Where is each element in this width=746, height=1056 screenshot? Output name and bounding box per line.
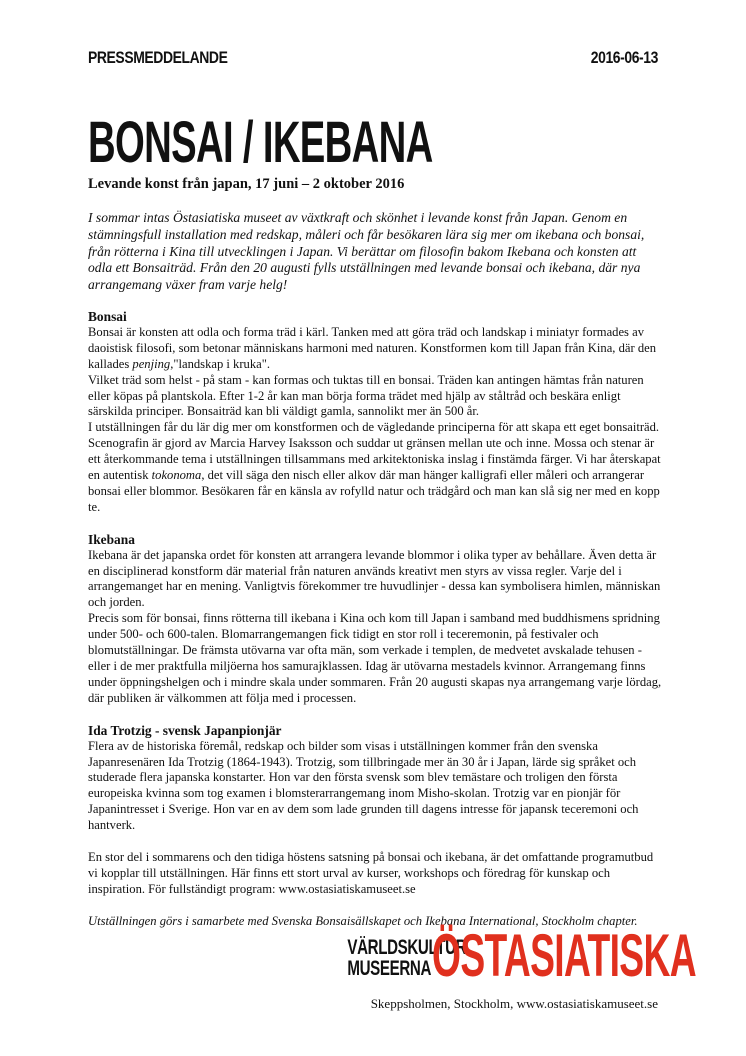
header-label: PRESSMEDDELANDE <box>88 48 228 67</box>
bonsai-paragraph-3 <box>88 420 663 515</box>
program-paragraph: En stor del i sommarens och den tidiga höstens satsning på bonsai och ikebana, är det omfattande programutbud vi kopplar till utställningen. Här finns ett stort urval av kurser, workshops och föredrag för kunskap och inspiration. För fullständigt program: www.ostasiatiskamuseet.se <box>88 850 654 896</box>
bonsai-text: I utställningen får du lär dig mer om konstformen och de vägledande principerna för att skapa ett eget bonsaiträd. Scenografin är gjord av Marcia Harvey Isaksson och suddar ut gränsen mellan ute och inne. Mossa och stenar är ett återkommande tema i utställningen tillsammans med arkitektoniska inslag i finstämda färger. Vi har återskapat en autentisk <box>88 420 661 483</box>
section-heading-trotzig: Ida Trotzig - svensk Japanpionjär <box>88 722 282 738</box>
bonsai-text: , det vill säga den nisch eller alkov där man hänger kalligrafi eller måleri och arrangerar bonsai eller blommor. Besökaren får en känsla av rofylld natur och trädgård och man kan slå sig ner med en kopp te. <box>88 468 660 514</box>
spacer <box>88 707 663 723</box>
ikebana-paragraph-1: Ikebana är det japanska ordet för konsten att arrangera levande blommor i olika typer av behållare. Även detta är en disciplinerad konstform där material från naturen används kreativt men styrs av vissa regler. Varje del i arrangemanget har en mening. Vanligtvis förekommer tre huvudlinjer - dessa kan symbolisera himlen, människan och jorden. <box>88 547 661 610</box>
museum-logo <box>316 922 696 993</box>
footer-address: Skeppsholmen, Stockholm, www.ostasiatiskamuseet.se <box>370 996 658 1011</box>
subtitle: Levande konst från japan, 17 juni – 2 oktober 2016 <box>88 176 405 192</box>
page-title: BONSAI / IKEBANA <box>88 110 433 175</box>
header-date: 2016-06-13 <box>590 48 658 67</box>
bonsai-text: Bonsai är konsten att odla och forma träd i kärl. Tanken med att göra träd och landskap i miniatyr formades av daoistisk filosofi, som betonar människans harmoni med naturen. Konstformen kom till Japan från Kina, där den kallades <box>88 324 656 371</box>
logo-line-1: VÄRLDSKULTUR <box>347 936 467 959</box>
section-heading-ikebana: Ikebana <box>88 531 135 547</box>
spacer <box>88 834 663 850</box>
bonsai-term-tokonoma: tokonoma <box>151 468 202 483</box>
lead-paragraph: I sommar intas Östasiatiska museet av växtkraft och skönhet i levande konst från Japan. Genom en stämningsfull installation med redskap, måleri och får besökaren lära sig mer om ikebana och bonsai, från rötterna i Kina till utvecklingen i Japan. Vi berättar om filosofin bakom Ikebana och konsten att odla ett Bonsaiträd. Från den 20 augusti fylls utställningen med levande bonsai och ikebana, där nya arrangemang växer fram varje helg! <box>88 210 645 293</box>
logo-varldskultur <box>316 936 467 980</box>
bonsai-paragraph-1 <box>88 325 663 373</box>
logo-line-2: MUSEERNA <box>347 957 432 980</box>
document-body <box>88 210 663 930</box>
bonsai-paragraph-2: Vilket träd som helst - på stam - kan formas och tuktas till en bonsai. Träden kan antingen hämtas från naturen eller köpas på plantskola. Efter 1-2 år kan man börja forma trädet med hjälp av ståltråd och beskära enligt särskilda principer. Bonsaiträd kan bli väldigt gamla, sannolikt mer än 500 år. <box>88 372 644 419</box>
collaboration-note: Utställningen görs i samarbete med Svenska Bonsaisällskapet och Ikebana International, Stockholm chapter. <box>88 913 638 928</box>
bonsai-term-penjing: penjing <box>132 356 171 371</box>
bonsai-text: ,"landskap i kruka". <box>170 356 271 371</box>
section-heading-bonsai: Bonsai <box>88 308 127 324</box>
trotzig-paragraph: Flera av de historiska föremål, redskap och bilder som visas i utställningen kommer från den svenska Japanresenären Ida Trotzig (1864-1943). Trotzig, som tillbringade mer än 30 år i Japan, lärde sig språket och studerade flera japanska konstarter. Hon var den första svensk som blev temästare och troligen den första europeiska kvinna som tog examen i blomsterarrangemang inom Misho-skolan. Trotzig var en pionjär för Japanintresset i Sverige. Hon var en av dem som lade grunden till dagens intresse för japansk teceremoni och hantverk. <box>88 738 639 833</box>
logo-ostasiatiska: ÖSTASIATISKA <box>432 922 696 989</box>
ikebana-paragraph-2: Precis som för bonsai, finns rötterna till ikebana i Kina och kom till Japan i samband med buddhismens spridning under 500- och 600-talen. Blomarrangemangen fick tidigt en stor roll i teceremonin, på festivaler och blomutställningar. De främsta utövarna var ofta män, som verkade i templen, de medvetet avskalade tehusen - eller i de mer praktfulla miljöerna hos samurajklassen. Idag är utövarna mestadels kvinnor. Arrangemang finns under öppningshelgen och i mindre skala under sommaren. Från 20 augusti skapas nya arrangemang varje lördag, där publiken är välkommen att följa med i processen. <box>88 611 662 705</box>
spacer <box>88 516 663 532</box>
spacer <box>88 898 663 914</box>
